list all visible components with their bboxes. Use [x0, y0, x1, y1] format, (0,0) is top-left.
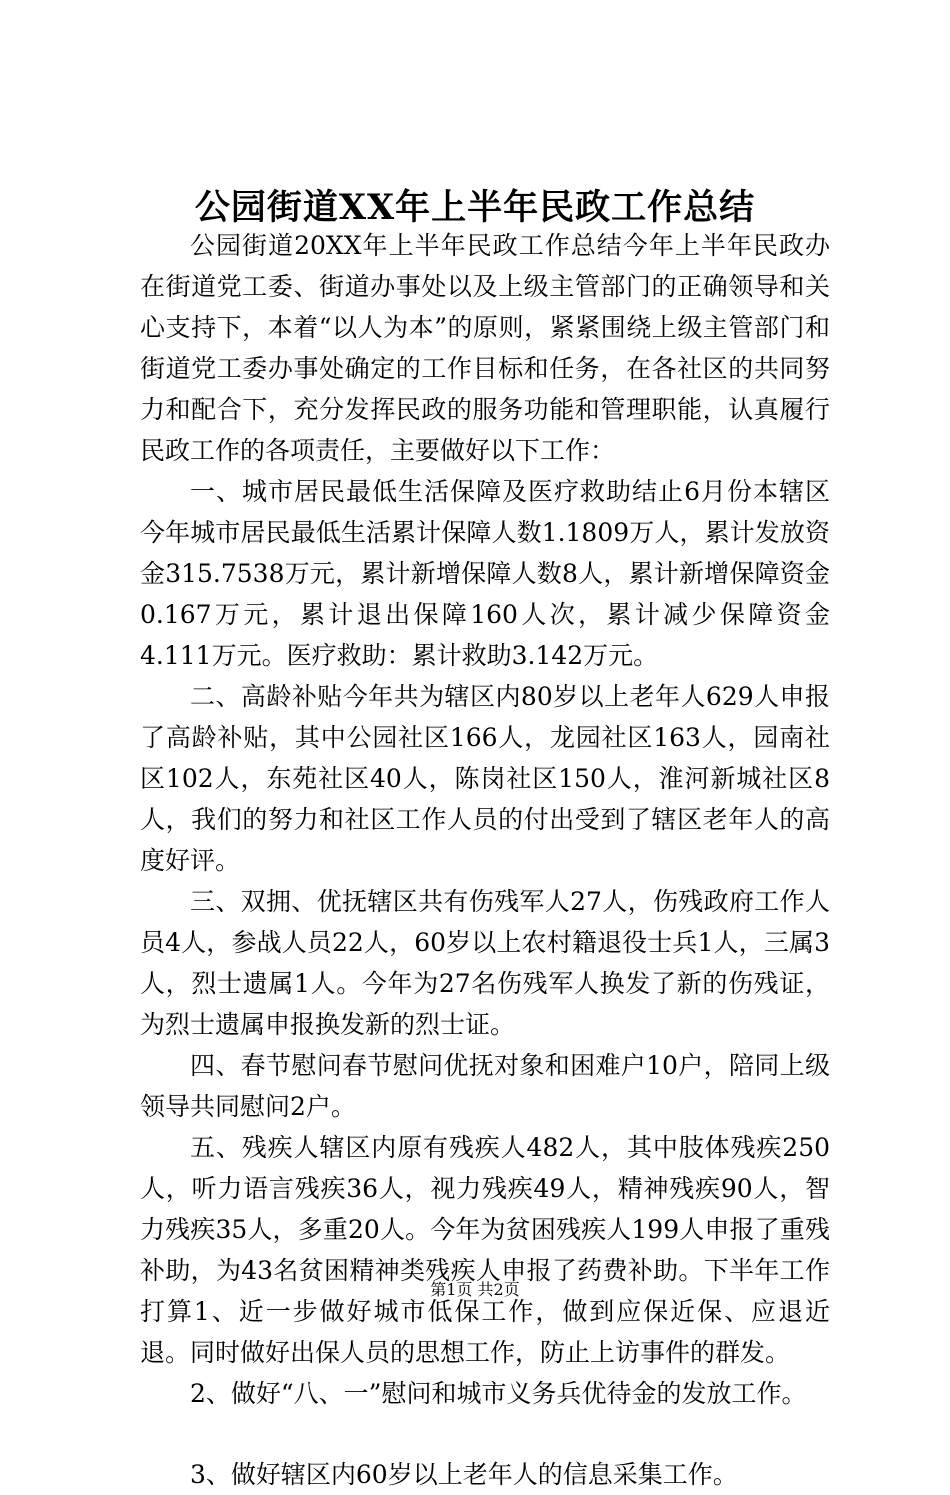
paragraph-plan-item-2: 2、做好“八、一”慰问和城市义务兵优待金的发放工作。 [190, 1379, 807, 1408]
page-number-footer: 第1页 共2页 [430, 1280, 520, 1299]
paragraph-disabled-persons: 五、残疾人辖区内原有残疾人482人，其中肢体残疾250人，听力语言残疾36人，视力残疾49人，精神残疾90人，智力残疾35人，多重20人。今年为贫困残疾人199人申报了重残补助，为43名贫困精神类残疾人申报了药费补助。下半年工作打算1、近一步做好城市低保工作，做到应保近保、应退近退。同时做好出保人员的思想工作，防止上访事件的群发。 [140, 1133, 830, 1367]
paragraph-military-support: 三、双拥、优抚辖区共有伤残军人27人，伤残政府工作人员4人，参战人员22人，60岁以上农村籍退役士兵1人，三属3人，烈士遗属1人。今年为27名伤残军人换发了新的伤残证，为烈士遗属申报换发新的烈士证。 [140, 887, 830, 1039]
paragraph-plan-item-3: 3、做好辖区内60岁以上老年人的信息采集工作。 [190, 1460, 738, 1489]
paragraph-minimum-living-security: 一、城市居民最低生活保障及医疗救助结止6月份本辖区今年城市居民最低生活累计保障人数1.1809万人，累计发放资金315.7538万元，累计新增保障人数8人，累计新增保障资金0.167万元，累计退出保障160人次，累计减少保障资金4.111万元。医疗救助：累计救助3.142万元。 [140, 477, 830, 670]
document-title: 公园街道XX年上半年民政工作总结 [194, 187, 756, 228]
paragraph-spring-festival-visits: 四、春节慰问春节慰问优抚对象和困难户10户，陪同上级领导共同慰问2户。 [140, 1051, 830, 1121]
paragraph-elderly-subsidy: 二、高龄补贴今年共为辖区内80岁以上老年人629人申报了高龄补贴，其中公园社区166人，龙园社区163人，园南社区102人，东苑社区40人，陈岗社区150人，淮河新城社区8人，我们的努力和社区工作人员的付出受到了辖区老年人的高度好评。 [140, 682, 830, 875]
document-body [140, 225, 830, 1495]
paragraph-intro: 公园街道20XX年上半年民政工作总结今年上半年民政办在街道党工委、街道办事处以及上级主管部门的正确领导和关心支持下，本着“以人为本”的原则，紧紧围绕上级主管部门和街道党工委办事处确定的工作目标和任务，在各社区的共同努力和配合下，充分发挥民政的服务功能和管理职能，认真履行民政工作的各项责任，主要做好以下工作： [140, 231, 830, 465]
